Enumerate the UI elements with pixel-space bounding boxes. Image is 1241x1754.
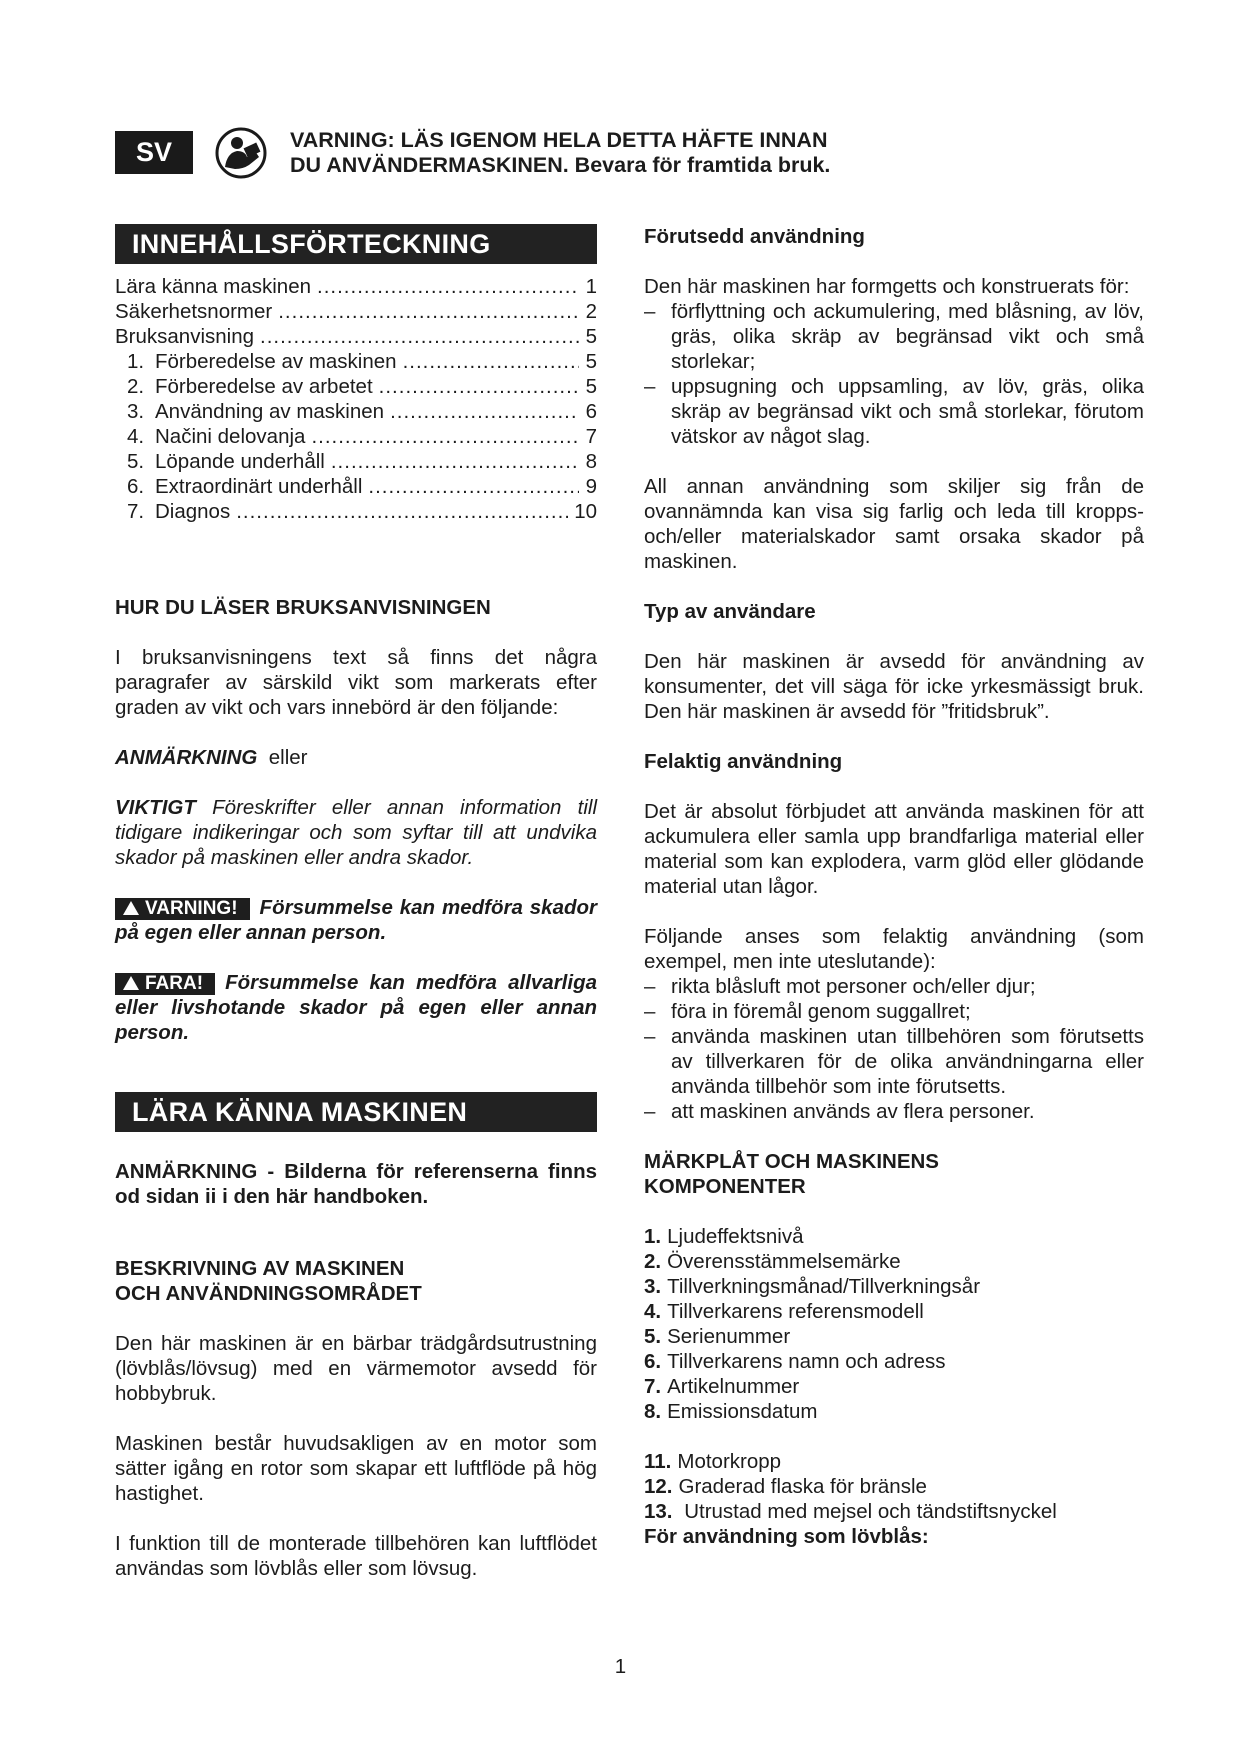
danger-text: Försummelse kan medföra allvarliga eller livshotande skador på egen eller annan person. [115,971,597,1044]
component-label: Artikelnummer [667,1375,800,1398]
warning-line-2: DU ANVÄNDERMASKINEN. Bevara för framtida bruk. [290,153,831,177]
component-item [644,1399,1144,1424]
component-number: 3. [644,1275,662,1298]
toc-item-page: 5 [585,325,597,348]
left-column [115,224,597,1581]
list-item: – rikta blåsluft mot personer och/eller djur; [644,974,1144,999]
page-number: 1 [614,1655,627,1678]
component-number: 5. [644,1325,662,1348]
list-item: – föra in föremål genom suggallret; [644,999,1144,1024]
component-number: 1. [644,1225,662,1248]
warning-text: Försummelse kan medföra skador på egen eller annan person. [115,896,597,944]
toc-item-number: 4. [127,425,145,448]
warning-paragraph [115,895,597,945]
warning-badge-label: VARNING! [145,898,238,919]
how-to-read-heading: HUR DU LÄSER BRUKSANVISNINGEN [115,596,491,619]
component-number: 6. [644,1350,662,1373]
toc-leader-dots [236,499,568,524]
component-item [644,1299,1144,1324]
read-manual-warning [290,128,930,178]
right-column [644,224,1144,1549]
list-item: – förflyttning och ackumulering, med blåsning, av löv, gräs, olika skräp av begränsad vikt och små storlekar; [644,299,1144,374]
warning-triangle-icon [123,901,139,915]
toc-item-page: 5 [585,350,597,373]
component-label: Utrustad med mejsel och tändstiftsnyckel [678,1500,1057,1523]
language-badge: SV [115,131,193,174]
component-label: Tillverkningsmånad/Tillverkningsår [667,1275,981,1298]
user-type-heading: Typ av användare [644,600,816,623]
toc-leader-dots [331,449,579,474]
how-to-read-intro: I bruksanvisningens text så finns det några paragrafer av särskild vikt som markerats efter graden av vikt och vars innebörd är den följande: [115,646,597,719]
component-item [644,1474,1144,1499]
components-list-a [644,1224,1144,1424]
toc-item-page: 5 [585,375,597,398]
component-label: Ljudeffektsnivå [667,1225,804,1248]
intended-use-heading: Förutsedd användning [644,225,865,248]
description-paragraph-1: Den här maskinen är en bärbar trädgårdsutrustning (lövblås/lövsug) med en värmemotor avsedd för hobbybruk. [115,1332,597,1405]
toc-item-page: 9 [585,475,597,498]
description-heading-line-1: BESKRIVNING AV MASKINEN [115,1257,405,1280]
toc-item-label: Användning av maskinen [155,400,385,423]
toc-leader-dots [390,399,579,424]
toc-item-number: 5. [127,450,145,473]
improper-use-paragraph-1: Det är absolut förbjudet att använda maskinen för att ackumulera eller samla upp brandfarliga material eller material som kan explodera, varm glöd eller glödande material utan lågor. [644,800,1144,898]
component-number: 11. [644,1450,672,1473]
toc-item [115,474,597,499]
component-item [644,1249,1144,1274]
component-number: 4. [644,1300,662,1323]
description-paragraph-3: I funktion till de monterade tillbehören kan luftflödet användas som lövblås eller som lövsug. [115,1532,597,1580]
important-paragraph [115,795,597,870]
list-item: – använda maskinen utan tillbehören som förutsetts av tillverkaren för de olika användningarna eller använda tillbehör som inte förutsetts. [644,1024,1144,1099]
toc-item-label: Säkerhetsnormer [115,300,273,323]
other-use-paragraph: All annan användning som skiljer sig från de ovannämnda kan visa sig farlig och leda till kropps- och/eller materialskador samt orsaka skador på maskinen. [644,475,1144,573]
toc-item-label: Extraordinärt underhåll [155,475,363,498]
table-of-contents [115,274,597,524]
description-paragraph-2: Maskinen består huvudsakligen av en motor som sätter igång en rotor som skapar ett luftflöde på hög hastighet. [115,1432,597,1505]
components-heading-line-2: KOMPONENTER [644,1175,806,1198]
get-to-know-note: ANMÄRKNING - Bilderna för referenserna finns od sidan ii i den här handboken. [115,1160,597,1208]
toc-item-page: 10 [574,500,597,523]
toc-item [115,449,597,474]
toc-item-label: Diagnos [155,500,231,523]
toc-item-label: Lära känna maskinen [115,275,312,298]
list-item: – uppsugning och uppsamling, av löv, gräs, olika skräp av begränsad vikt och små storlekar, förutom vätskor av något slag. [644,374,1144,449]
component-label: Emissionsdatum [667,1400,818,1423]
toc-item-number: 6. [127,475,145,498]
danger-badge [115,973,215,995]
improper-use-list [644,974,1144,1124]
toc-item-number: 3. [127,400,145,423]
danger-badge-label: FARA! [145,973,204,994]
toc-item [115,424,597,449]
component-label: Tillverkarens referensmodell [667,1300,924,1323]
component-number: 12. [644,1475,673,1498]
toc-item-label: Löpande underhåll [155,450,325,473]
read-manual-icon [215,127,267,179]
list-item: – att maskinen används av flera personer. [644,1099,1144,1124]
toc-item-label: Förberedelse av maskinen [155,350,397,373]
toc-leader-dots [311,424,579,449]
component-label: Graderad flaska för bränsle [678,1475,927,1498]
component-item [644,1349,1144,1374]
components-list-b [644,1449,1144,1524]
toc-leader-dots [317,274,579,299]
component-number: 13. [644,1500,673,1523]
toc-item [115,399,597,424]
toc-leader-dots [379,374,579,399]
intended-use-intro: Den här maskinen har formgetts och konstruerats för: [644,275,1130,298]
toc-item [115,299,597,324]
note-label: ANMÄRKNING [115,746,258,769]
component-label: Motorkropp [677,1450,782,1473]
toc-item-number: 7. [127,500,145,523]
component-item [644,1324,1144,1349]
important-label: VIKTIGT [115,796,196,819]
danger-paragraph [115,970,597,1045]
component-number: 8. [644,1400,662,1423]
toc-item-page: 1 [585,275,597,298]
component-label: Serienummer [667,1325,791,1348]
toc-leader-dots [368,474,579,499]
component-number: 2. [644,1250,662,1273]
note-paragraph [115,745,597,770]
component-item [644,1274,1144,1299]
danger-triangle-icon [123,976,139,990]
intended-use-list [644,299,1144,449]
toc-item-number: 2. [127,375,145,398]
improper-use-heading: Felaktig användning [644,750,843,773]
toc-item-label: Förberedelse av arbetet [155,375,373,398]
component-label: Tillverkarens namn och adress [667,1350,946,1373]
toc-item [115,349,597,374]
component-item [644,1449,1144,1474]
toc-leader-dots [278,299,579,324]
toc-item-label: Načini delovanja [155,425,306,448]
toc-leader-dots [260,324,579,349]
get-to-know-title: LÄRA KÄNNA MASKINEN [115,1092,597,1132]
toc-item-page: 2 [585,300,597,323]
toc-item-page: 6 [585,400,597,423]
important-text: Föreskrifter eller annan information till tidigare indikeringar och som syftar till att undvika skador på maskinen eller andra skador. [115,796,597,869]
description-heading-line-2: OCH ANVÄNDNINGSOMRÅDET [115,1282,422,1305]
component-label: Överensstämmelsemärke [667,1250,901,1273]
description-heading [115,1256,597,1306]
warning-line-1: VARNING: LÄS IGENOM HELA DETTA HÄFTE INNAN [290,128,828,152]
toc-item [115,274,597,299]
toc-leader-dots [403,349,579,374]
components-heading [644,1149,1144,1199]
toc-item [115,374,597,399]
improper-use-paragraph-2: Följande anses som felaktig användning (som exempel, men inte uteslutande): [644,925,1144,973]
component-item [644,1224,1144,1249]
warning-badge [115,898,250,920]
component-item [644,1499,1144,1524]
components-heading-line-1: MÄRKPLÅT OCH MASKINENS [644,1150,939,1173]
toc-title: INNEHÅLLSFÖRTECKNING [115,224,597,264]
toc-item-page: 7 [585,425,597,448]
toc-item [115,499,597,524]
component-item [644,1374,1144,1399]
toc-item-label: Bruksanvisning [115,325,255,348]
user-type-paragraph: Den här maskinen är avsedd för användning av konsumenter, det vill säga för icke yrkesmässigt bruk. Den här maskinen är avsedd för ”fritidsbruk”. [644,650,1144,723]
component-number: 7. [644,1375,662,1398]
blower-heading: För användning som lövblås: [644,1525,929,1548]
toc-item [115,324,597,349]
toc-item-number: 1. [127,350,145,373]
note-text: eller [268,746,308,769]
toc-item-page: 8 [585,450,597,473]
